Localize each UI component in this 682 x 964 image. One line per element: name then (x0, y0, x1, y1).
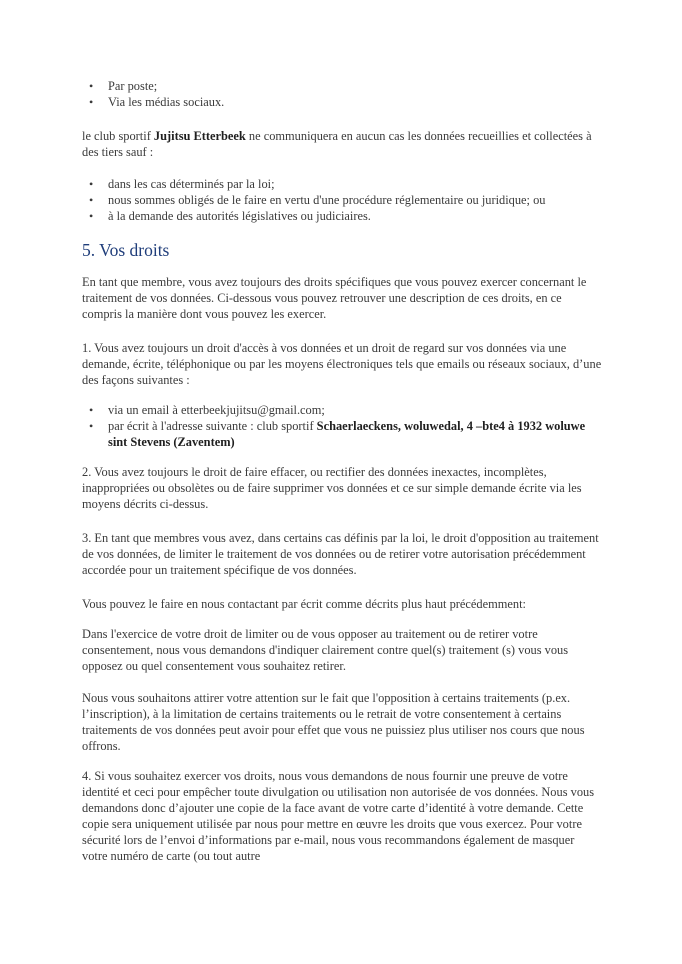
right-objection-paragraph: 3. En tant que membres vous avez, dans certains cas définis par la loi, le droit d'opposition au traitement de vos données, de limiter le traitement de vos données ou de retirer votre autorisation précédemment accordée pour un traitement spécifique de vos données. (82, 531, 599, 577)
exceptions-list (82, 176, 602, 224)
contact-methods-list (82, 78, 602, 110)
right-access-paragraph: 1. Vous avez toujours un droit d'accès à vos données et un droit de regard sur vos données via une demande, écrite, téléphonique ou par les moyens électroniques tels que emails ou réseaux sociaux, d’une des façons suivantes : (82, 341, 602, 387)
exercise-paragraph: Dans l'exercice de votre droit de limiter ou de vous opposer au traitement ou de retirer votre consentement, nous vous demandons d'indiquer clairement contre quel(s) traitement (s) vous vous opposez ou quel consentement vous souhaitez retirer. (82, 627, 569, 673)
list-item: • Par poste; (82, 78, 602, 94)
address-text: par écrit à l'adresse suivante : club sportif (108, 419, 317, 433)
list-item: • Via les médias sociaux. (82, 94, 602, 110)
contact-paragraph: Vous pouvez le faire en nous contactant par écrit comme décrits plus haut précédemment: (82, 597, 526, 611)
attention-paragraph: Nous vous souhaitons attirer votre attention sur le fait que l'opposition à certains traitements (p.ex. l’inscription), à la limitation de certains traitements ou le retrait de votre consentement à certains traitements de vos données peut avoir pour effet que vous ne puissiez plus utiliser nos cours que nous offrons. (82, 691, 585, 753)
list-item: • via un email à etterbeekjujitsu@gmail.com; (82, 402, 602, 418)
section-heading: 5. Vos droits (82, 240, 170, 260)
list-item: • dans les cas déterminés par la loi; (82, 176, 602, 192)
list-item (82, 418, 602, 450)
rights-intro-paragraph: En tant que membre, vous avez toujours des droits spécifiques que vous pouvez exercer concernant le traitement de vos données. Ci-dessous vous pouvez retrouver une description de ces droits, en ce compris la manière dont vous pouvez les exercer. (82, 275, 587, 321)
intro-text: ne communiquera en aucun cas les données recueillies et collectées à des tiers sauf : (82, 129, 592, 159)
club-name: Jujitsu Etterbeek (153, 129, 246, 143)
identity-paragraph: 4. Si vous souhaitez exercer vos droits, nous vous demandons de nous fournir une preuve de votre identité et ceci pour empêcher toute divulgation ou utilisation non autorisée de vos données. Nous vous demandons donc d’ajouter une copie de la face avant de votre carte d’identité à votre demande. Cette copie sera uniquement utilisée par nous pour mettre en œuvre les droits que vous exercez. Pour votre sécurité lors de l’envoi d’informations par e-mail, nous vous recommandons également de masquer votre numéro de carte (ou tout autre (82, 769, 595, 863)
list-item: • à la demande des autorités législatives ou judiciaires. (82, 208, 602, 224)
intro-text: le club sportif (82, 129, 154, 143)
address-bold: Schaerlaeckens, woluwedal, 4 –bte4 à 1932 woluwe sint Stevens (Zaventem) (108, 419, 586, 449)
right-erasure-paragraph: 2. Vous avez toujours le droit de faire effacer, ou rectifier des données inexactes, incomplètes, inappropriées ou obsolètes ou de faire supprimer vos données et ce sur simple demande écrite via les moyens décrits ci-dessus. (82, 465, 582, 511)
intro-paragraph (82, 128, 602, 160)
list-item: • nous sommes obligés de le faire en vertu d'une procédure réglementaire ou juridique; ou (82, 192, 602, 208)
access-ways-list (82, 402, 602, 450)
